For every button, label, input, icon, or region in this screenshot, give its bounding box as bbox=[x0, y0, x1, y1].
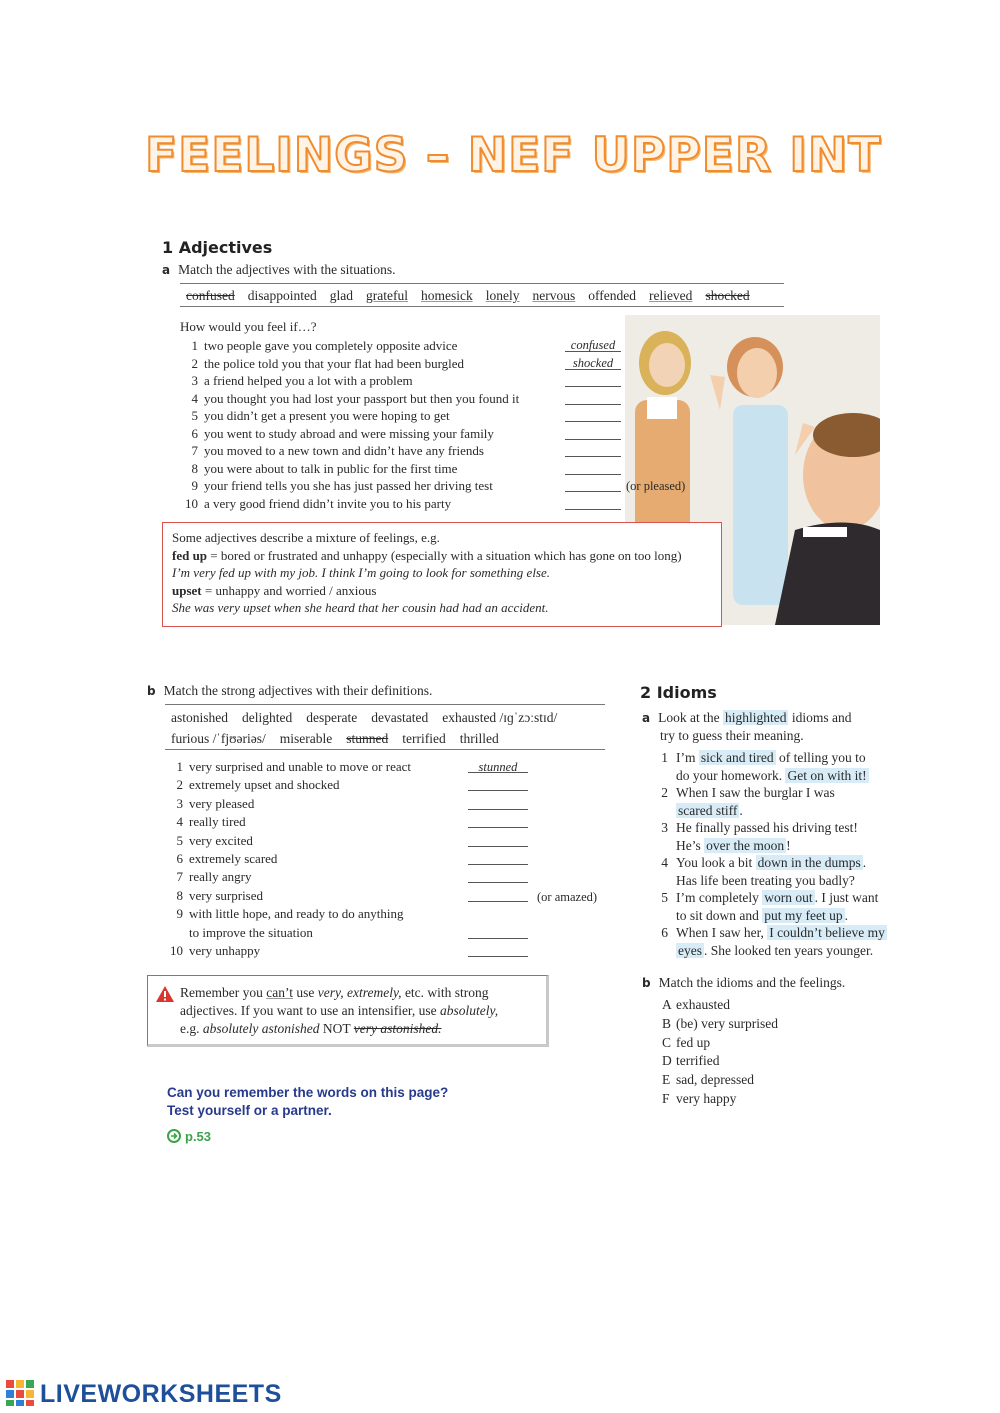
idiom-highlight: down in the dumps bbox=[757, 855, 861, 870]
item-text: you didn’t get a present you were hoping to get bbox=[204, 408, 450, 423]
item-letter: A bbox=[662, 997, 672, 1012]
item-text: very excited bbox=[189, 832, 253, 848]
item-text: fed up bbox=[676, 1034, 711, 1050]
adjective-word: glad bbox=[329, 288, 353, 303]
adjective-word: confused bbox=[186, 288, 235, 303]
idiom-item bbox=[656, 749, 916, 784]
intensifier-warning-box bbox=[147, 975, 549, 1047]
exercise-letter: a bbox=[642, 711, 651, 725]
item-letter: E bbox=[662, 1072, 671, 1088]
idiom-text: of telling you to bbox=[775, 750, 866, 765]
idiom-line bbox=[656, 837, 916, 855]
warning-line bbox=[180, 1020, 536, 1038]
item-number: 10 bbox=[170, 942, 183, 958]
definition-item bbox=[165, 795, 615, 813]
answer-blank[interactable]: stunned bbox=[468, 758, 528, 773]
answer-blank[interactable] bbox=[565, 407, 621, 422]
warning-text-emphasis: can’t bbox=[266, 985, 293, 1000]
item-number: 1 bbox=[176, 759, 183, 774]
idiom-text: I’m bbox=[676, 750, 699, 765]
idiom-line bbox=[656, 819, 916, 837]
section-heading-idioms: 2 Idioms bbox=[640, 683, 717, 702]
infobox-def-upset bbox=[172, 582, 712, 600]
idiom-line bbox=[656, 749, 916, 767]
instruction-text: idioms and bbox=[788, 710, 852, 725]
definition-item bbox=[165, 850, 615, 868]
page-reference: p.53 bbox=[185, 1129, 212, 1144]
infobox-definition: = bored or frustrated and unhappy (especially with a situation which has gone on too long) bbox=[207, 547, 682, 563]
situation-item bbox=[180, 477, 700, 495]
item-text: really angry bbox=[189, 869, 252, 885]
infobox-word: upset bbox=[172, 582, 202, 598]
item-number: 3 bbox=[661, 820, 668, 835]
situation-item bbox=[180, 442, 700, 460]
strong-adjective: devastated bbox=[371, 710, 429, 725]
idiom-line bbox=[656, 802, 916, 820]
strong-adjective: stunned bbox=[346, 731, 389, 746]
idiom-line bbox=[656, 942, 916, 960]
item-text: you went to study abroad and were missing your family bbox=[204, 425, 494, 441]
idioms-instruction-a bbox=[642, 709, 851, 728]
answer-blank[interactable] bbox=[565, 442, 621, 457]
adjective-word: relieved bbox=[648, 288, 693, 303]
instruction-text: Match the strong adjectives with their definitions. bbox=[163, 683, 433, 698]
item-number: 3 bbox=[176, 795, 183, 811]
adjective-word: disappointed bbox=[247, 288, 317, 303]
infobox-example: I’m very fed up with my job. I think I’m going to look for something else. bbox=[172, 565, 551, 580]
idiom-line bbox=[656, 907, 916, 925]
item-letter: B bbox=[662, 1015, 672, 1031]
item-text: you were about to talk in public for the first time bbox=[204, 460, 458, 476]
item-number: 8 bbox=[176, 887, 183, 903]
warning-text: e.g. bbox=[180, 1021, 203, 1036]
idiom-line bbox=[656, 924, 916, 942]
item-number: 3 bbox=[191, 373, 198, 388]
idiom-text: . She looked ten years younger. bbox=[704, 942, 874, 958]
definition-item bbox=[165, 924, 615, 942]
situation-item bbox=[180, 390, 700, 408]
item-text: sad, depressed bbox=[676, 1072, 754, 1088]
idiom-highlight: put my feet up bbox=[764, 907, 843, 923]
answer-blank[interactable]: shocked bbox=[565, 355, 621, 370]
warning-text: use bbox=[292, 985, 318, 1000]
adjective-word: lonely bbox=[485, 288, 520, 303]
idiom-text: . bbox=[844, 907, 848, 923]
item-text: to improve the situation bbox=[189, 924, 313, 940]
idiom-item bbox=[656, 854, 916, 889]
adjective-word: shocked bbox=[705, 288, 750, 303]
situation-item bbox=[180, 460, 700, 478]
alternative-note: (or pleased) bbox=[626, 479, 686, 493]
definition-item bbox=[165, 887, 615, 905]
strong-adjective: astonished bbox=[171, 710, 228, 725]
strong-adjective: miserable bbox=[279, 731, 333, 746]
exercise-letter: b bbox=[147, 684, 156, 698]
question-text: How would you feel if…? bbox=[180, 319, 317, 334]
strong-adjective: furious /ˈfjʊəriəs/ bbox=[171, 731, 266, 746]
idiom-line bbox=[656, 872, 916, 890]
item-number: 7 bbox=[176, 869, 183, 885]
definition-item bbox=[165, 868, 615, 886]
mixed-feelings-infobox bbox=[162, 522, 722, 627]
remember-line-1: Can you remember the words on this page? bbox=[167, 1085, 449, 1100]
definition-item bbox=[165, 813, 615, 831]
answer-blank[interactable] bbox=[565, 495, 621, 510]
strong-adjective: terrified bbox=[402, 731, 446, 746]
item-number: 6 bbox=[191, 425, 198, 441]
situation-list bbox=[180, 337, 700, 512]
exercise-letter: b bbox=[642, 976, 651, 990]
idiom-text: He finally passed his driving test! bbox=[676, 820, 858, 835]
definition-item bbox=[165, 776, 615, 794]
instruction-a bbox=[162, 262, 396, 278]
instruction-highlight: highlighted bbox=[724, 710, 787, 725]
strong-adjective-row bbox=[171, 728, 599, 749]
idiom-highlight: Get on with it! bbox=[787, 767, 867, 783]
infobox-def-fedup bbox=[172, 547, 712, 565]
warning-line bbox=[180, 984, 536, 1002]
item-text: very pleased bbox=[189, 795, 255, 811]
idiom-item bbox=[656, 924, 916, 959]
feeling-item bbox=[662, 1034, 778, 1053]
strong-adjective: desperate bbox=[306, 710, 358, 725]
answer-blank[interactable] bbox=[565, 460, 621, 475]
answer-blank[interactable] bbox=[565, 372, 621, 387]
answer-blank[interactable] bbox=[565, 477, 621, 492]
item-text: a friend helped you a lot with a problem bbox=[204, 373, 413, 388]
idiom-text: . bbox=[862, 855, 867, 870]
answer-blank[interactable] bbox=[468, 942, 528, 957]
idiom-list bbox=[656, 749, 916, 959]
instruction-text: Match the idioms and the feelings. bbox=[658, 975, 846, 990]
answer-blank[interactable] bbox=[468, 832, 528, 847]
item-number: 4 bbox=[191, 390, 198, 406]
answer-blank[interactable] bbox=[565, 390, 621, 405]
idiom-highlight: scared stiff bbox=[678, 802, 738, 818]
strong-adjective: exhausted /ɪɡˈzɔːstɪd/ bbox=[442, 710, 558, 725]
logo-grid-icon bbox=[6, 1380, 36, 1406]
idiom-item bbox=[656, 819, 916, 854]
item-number: 6 bbox=[661, 925, 668, 940]
item-number: 1 bbox=[191, 338, 198, 353]
answer-blank[interactable] bbox=[468, 776, 528, 791]
item-text: very surprised bbox=[189, 887, 264, 903]
idioms-instruction-b bbox=[642, 974, 845, 993]
item-text: a very good friend didn’t invite you to his party bbox=[204, 495, 452, 511]
idiom-text: You look a bit bbox=[676, 855, 756, 870]
item-number: 2 bbox=[191, 355, 198, 371]
item-number: 2 bbox=[176, 777, 183, 793]
idiom-line bbox=[656, 889, 916, 907]
warning-text-italic: absolutely, bbox=[440, 1003, 499, 1018]
item-text: very happy bbox=[676, 1090, 737, 1106]
idiom-line bbox=[656, 784, 916, 802]
item-number: 4 bbox=[176, 814, 183, 830]
idiom-line bbox=[656, 854, 916, 872]
situation-item bbox=[180, 425, 700, 443]
infobox-intro: Some adjectives describe a mixture of feelings, e.g. bbox=[172, 530, 440, 545]
answer-blank[interactable] bbox=[468, 868, 528, 883]
feeling-item bbox=[662, 1090, 778, 1109]
arrow-circle-icon bbox=[167, 1129, 181, 1143]
answer-blank[interactable] bbox=[468, 924, 528, 939]
feeling-item bbox=[662, 1015, 778, 1034]
feelings-list bbox=[662, 996, 778, 1109]
definition-list bbox=[165, 758, 615, 960]
idiom-highlight: sick and tired bbox=[700, 750, 774, 765]
alternative-note: (or amazed) bbox=[537, 889, 598, 904]
item-number: 9 bbox=[191, 478, 198, 493]
item-text: really tired bbox=[189, 814, 246, 830]
item-text: (be) very surprised bbox=[676, 1015, 778, 1031]
idiom-line bbox=[656, 767, 916, 785]
warning-text-struck: very astonished. bbox=[353, 1021, 442, 1036]
idiom-text: . I just want bbox=[814, 890, 879, 905]
item-letter: F bbox=[662, 1090, 670, 1106]
idiom-highlight: eyes bbox=[678, 942, 702, 958]
remember-line-2: Test yourself or a partner. bbox=[167, 1103, 332, 1118]
logo-text: LIVEWORKSHEETS bbox=[40, 1380, 282, 1408]
item-text: two people gave you completely opposite advice bbox=[204, 338, 458, 353]
definition-item bbox=[165, 905, 615, 923]
section-heading-adjectives: 1 Adjectives bbox=[162, 238, 273, 257]
adjective-word: offended bbox=[588, 288, 636, 303]
infobox-word: fed up bbox=[172, 547, 208, 563]
item-number: 1 bbox=[661, 750, 668, 765]
warning-icon bbox=[156, 986, 174, 1002]
answer-blank[interactable] bbox=[565, 425, 621, 440]
warning-text: Remember you bbox=[180, 985, 267, 1000]
answer-blank[interactable] bbox=[468, 813, 528, 828]
situation-item bbox=[180, 495, 700, 513]
item-text: extremely scared bbox=[189, 850, 278, 866]
item-number: 2 bbox=[661, 785, 668, 800]
adjective-word: nervous bbox=[532, 288, 576, 303]
exercise-letter: a bbox=[162, 263, 171, 277]
idiom-text: to sit down and bbox=[676, 907, 763, 923]
item-letter: D bbox=[662, 1053, 672, 1069]
item-text: extremely upset and shocked bbox=[189, 777, 340, 793]
item-number: 6 bbox=[176, 850, 183, 866]
strong-adjective: delighted bbox=[242, 710, 293, 725]
feeling-item bbox=[662, 1071, 778, 1090]
idiom-text: I’m completely bbox=[676, 890, 763, 905]
idiom-highlight: I couldn’t believe my bbox=[769, 925, 885, 940]
situation-item bbox=[180, 372, 700, 390]
adjective-word: grateful bbox=[365, 288, 408, 303]
situation-item bbox=[180, 407, 700, 425]
warning-text: NOT bbox=[319, 1021, 354, 1036]
item-text: your friend tells you she has just passed her driving test bbox=[204, 478, 493, 493]
item-text: you moved to a new town and didn’t have any friends bbox=[204, 443, 484, 458]
page-title: FEELINGS – NEF UPPER INT bbox=[145, 128, 882, 183]
idiom-item bbox=[656, 784, 916, 819]
strong-adjective: thrilled bbox=[459, 731, 499, 746]
adjective-word: homesick bbox=[420, 288, 473, 303]
warning-text: etc. with strong bbox=[401, 985, 489, 1000]
item-text: very surprised and unable to move or react bbox=[189, 759, 412, 774]
situation-item bbox=[180, 355, 700, 373]
idiom-item bbox=[656, 889, 916, 924]
item-text: with little hope, and ready to do anything bbox=[189, 906, 404, 922]
adjective-word-box bbox=[180, 283, 784, 307]
item-letter: C bbox=[662, 1034, 672, 1050]
idiom-highlight: over the moon bbox=[706, 837, 785, 853]
item-number: 5 bbox=[191, 408, 198, 423]
situation-item bbox=[180, 337, 700, 355]
item-number: 8 bbox=[191, 460, 198, 476]
warning-line bbox=[180, 1002, 536, 1020]
warning-text-italic: absolutely astonished bbox=[202, 1021, 320, 1036]
liveworksheets-logo bbox=[6, 1380, 282, 1409]
answer-blank[interactable] bbox=[468, 887, 528, 902]
feeling-item bbox=[662, 1052, 778, 1071]
warning-text: adjectives. If you want to use an intensifier, use bbox=[180, 1003, 441, 1018]
idiom-text: When I saw her, bbox=[676, 925, 768, 940]
page-reference-link[interactable] bbox=[167, 1128, 211, 1146]
idiom-text: . bbox=[739, 802, 743, 818]
feeling-item bbox=[662, 996, 778, 1015]
item-number: 9 bbox=[176, 906, 183, 922]
idiom-text: He’s bbox=[676, 837, 705, 853]
warning-text-italic: very, extremely, bbox=[317, 985, 402, 1000]
definition-item bbox=[165, 942, 615, 960]
infobox-example: She was very upset when she heard that her cousin had had an accident. bbox=[172, 600, 549, 615]
item-text: exhausted bbox=[676, 997, 730, 1012]
idiom-text: Has life been treating you badly? bbox=[676, 872, 855, 888]
item-number: 5 bbox=[176, 832, 183, 848]
item-number: 7 bbox=[191, 443, 198, 458]
strong-adjective-box bbox=[165, 704, 605, 750]
item-text: very unhappy bbox=[189, 942, 261, 958]
strong-adjective-row bbox=[171, 707, 599, 728]
answer-blank[interactable] bbox=[468, 795, 528, 810]
item-number: 5 bbox=[661, 890, 668, 905]
instruction-text: Match the adjectives with the situations. bbox=[178, 262, 396, 277]
definition-item bbox=[165, 832, 615, 850]
item-number: 4 bbox=[661, 855, 668, 870]
answer-blank[interactable] bbox=[468, 850, 528, 865]
instruction-text: try to guess their meaning. bbox=[660, 728, 804, 743]
item-text: you thought you had lost your passport but then you found it bbox=[204, 390, 520, 406]
instruction-text: Look at the bbox=[658, 710, 723, 725]
item-text: terrified bbox=[676, 1053, 720, 1069]
item-number: 10 bbox=[185, 495, 198, 511]
idiom-text: When I saw the burglar I was bbox=[676, 785, 835, 800]
idiom-text: do your homework. bbox=[676, 767, 786, 783]
definition-item bbox=[165, 758, 615, 776]
idiom-text: ! bbox=[786, 837, 791, 853]
instruction-b bbox=[147, 683, 432, 699]
infobox-definition: = unhappy and worried / anxious bbox=[201, 582, 377, 598]
item-text: the police told you that your flat had been burgled bbox=[204, 355, 465, 371]
answer-blank[interactable]: confused bbox=[565, 337, 621, 352]
idiom-highlight: worn out bbox=[764, 890, 813, 905]
